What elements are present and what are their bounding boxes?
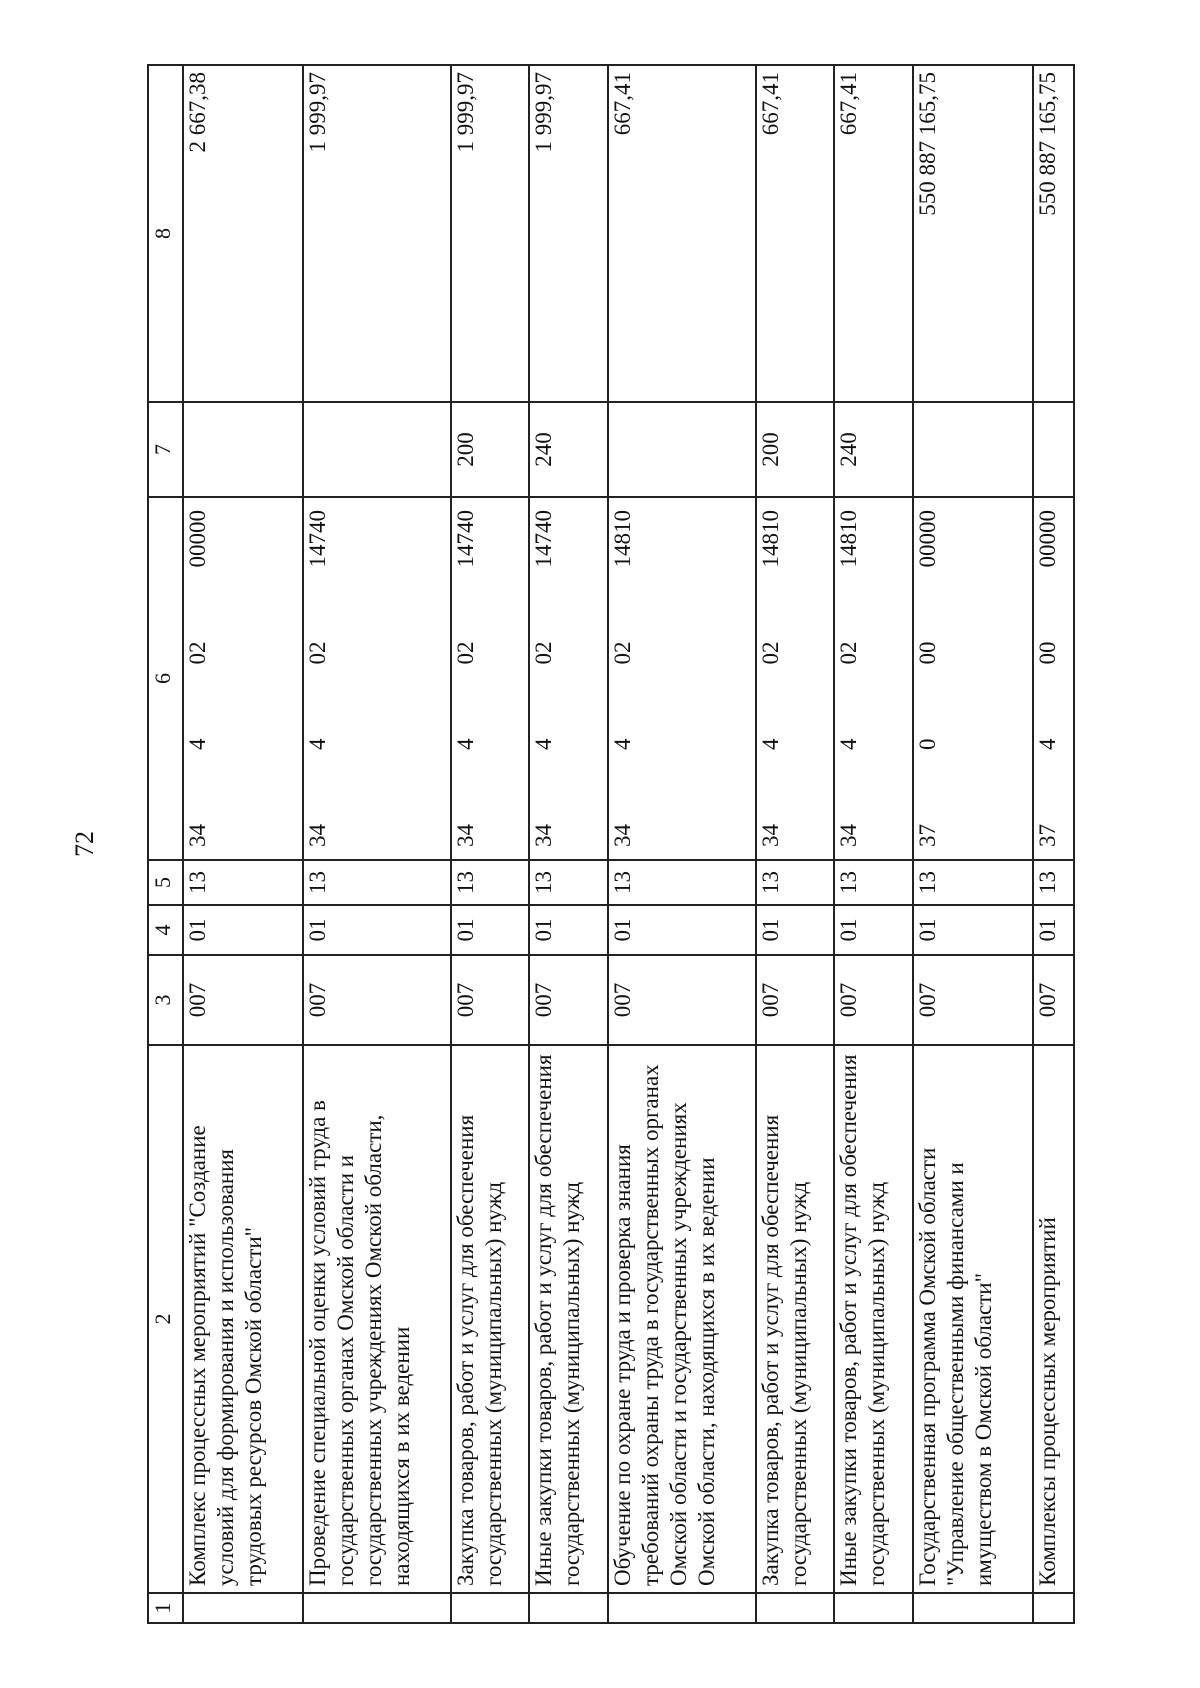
code-part: 37 [914,824,940,847]
cell-amount: 667,41 [756,65,834,402]
cell-amount: 1 999,97 [451,65,529,402]
cell-col5: 13 [913,860,1033,905]
cell-description: Комплексы процессных мероприятий [1033,1045,1074,1593]
table-row [451,65,529,1623]
column-header: 2 [148,1045,183,1593]
cell-col3: 007 [303,955,451,1045]
cell-col7: 240 [834,402,912,497]
code-parts [914,504,942,853]
cell-amount: 667,41 [834,65,912,402]
code-part: 34 [531,824,557,847]
code-part: 4 [836,738,862,750]
code-part: 00000 [184,510,210,568]
code-part: 00 [914,641,940,665]
cell-col5: 13 [183,860,303,905]
cell-index [1033,1593,1074,1623]
table-row [1033,65,1074,1623]
cell-col3: 007 [756,955,834,1045]
table-row [183,65,303,1623]
cell-index [756,1593,834,1623]
code-part: 00 [1034,641,1060,665]
rotated-table-wrapper [147,66,1075,1624]
cell-col7 [303,402,451,497]
code-part: 02 [531,641,557,665]
code-part: 02 [757,641,783,665]
code-part: 00000 [1034,510,1060,568]
cell-col5: 13 [756,860,834,905]
cell-col7: 200 [756,402,834,497]
cell-col3: 007 [913,955,1033,1045]
cell-code [183,497,303,860]
cell-col3: 007 [834,955,912,1045]
code-part: 14740 [304,510,330,568]
cell-description: Комплекс процессных мероприятий "Создание условий для формирования и использования трудовых ресурсов Омской области" [183,1045,303,1593]
cell-col3: 007 [451,955,529,1045]
cell-amount: 550 887 165,75 [1033,65,1074,402]
column-header: 5 [148,860,183,905]
cell-index [303,1593,451,1623]
code-part: 14740 [531,510,557,568]
cell-index [608,1593,756,1623]
code-part: 34 [304,824,330,847]
table-row [913,65,1033,1623]
cell-index [913,1593,1033,1623]
code-part: 37 [1034,824,1060,847]
header-row [148,65,183,1623]
cell-col4: 01 [303,905,451,955]
cell-col4: 01 [756,905,834,955]
code-parts [304,504,332,853]
cell-description: Проведение специальной оценки условий труда в государственных органах Омской области и государственных учреждениях Омской области, находящихся в их ведении [303,1045,451,1593]
cell-col5: 13 [834,860,912,905]
cell-col7 [183,402,303,497]
cell-index [834,1593,912,1623]
code-part: 4 [609,738,635,750]
table-row [303,65,451,1623]
cell-description: Обучение по охране труда и проверка знания требований охраны труда в государственных органах Омской области и государственных учреждениях Омской области, находящихся в их ведении [608,1045,756,1593]
code-parts [452,504,480,853]
cell-col7: 200 [451,402,529,497]
code-part: 4 [1034,738,1060,750]
cell-col7 [608,402,756,497]
column-header: 4 [148,905,183,955]
cell-index [451,1593,529,1623]
cell-amount: 550 887 165,75 [913,65,1033,402]
column-header: 3 [148,955,183,1045]
cell-description: Иные закупки товаров, работ и услуг для обеспечения государственных (муниципальных) нужд [834,1045,912,1593]
code-part: 34 [609,824,635,847]
code-part: 4 [531,738,557,750]
cell-col5: 13 [451,860,529,905]
code-parts [1034,504,1062,853]
code-part: 02 [184,641,210,665]
cell-col4: 01 [529,905,607,955]
code-part: 0 [914,738,940,750]
code-part: 34 [757,824,783,847]
code-part: 4 [452,738,478,750]
cell-col4: 01 [183,905,303,955]
column-header: 1 [148,1593,183,1623]
cell-code [756,497,834,860]
cell-col3: 007 [608,955,756,1045]
cell-code [529,497,607,860]
code-part: 34 [184,824,210,847]
cell-amount: 1 999,97 [303,65,451,402]
cell-description: Государственная программа Омской области "Управление общественными финансами и имуществом в Омской области" [913,1045,1033,1593]
cell-col3: 007 [529,955,607,1045]
cell-col5: 13 [1033,860,1074,905]
code-part: 00000 [914,510,940,568]
code-part: 34 [836,824,862,847]
cell-code [834,497,912,860]
table-row [529,65,607,1623]
cell-col4: 01 [451,905,529,955]
code-parts [835,504,863,853]
cell-col5: 13 [529,860,607,905]
cell-code [1033,497,1074,860]
page-number: 72 [70,831,99,857]
code-part: 4 [304,738,330,750]
cell-amount: 2 667,38 [183,65,303,402]
code-part: 4 [184,738,210,750]
column-header: 8 [148,65,183,402]
budget-table [147,64,1075,1624]
cell-col4: 01 [913,905,1033,955]
code-parts [530,504,558,853]
column-header: 7 [148,402,183,497]
cell-col7: 240 [529,402,607,497]
code-parts [609,504,637,853]
cell-col3: 007 [1033,955,1074,1045]
table-row [834,65,912,1623]
cell-amount: 667,41 [608,65,756,402]
code-part: 02 [452,641,478,665]
code-part: 02 [304,641,330,665]
cell-amount: 1 999,97 [529,65,607,402]
cell-col5: 13 [608,860,756,905]
cell-code [608,497,756,860]
cell-col4: 01 [834,905,912,955]
code-part: 02 [609,641,635,665]
cell-col3: 007 [183,955,303,1045]
cell-col5: 13 [303,860,451,905]
cell-col7 [913,402,1033,497]
code-part: 14810 [757,510,783,568]
code-parts [757,504,785,853]
table-row [608,65,756,1623]
cell-description: Иные закупки товаров, работ и услуг для обеспечения государственных (муниципальных) нужд [529,1045,607,1593]
code-part: 02 [836,641,862,665]
cell-code [913,497,1033,860]
cell-index [183,1593,303,1623]
code-part: 14810 [609,510,635,568]
cell-index [529,1593,607,1623]
code-part: 4 [757,738,783,750]
cell-description: Закупка товаров, работ и услуг для обеспечения государственных (муниципальных) нужд [756,1045,834,1593]
code-part: 14740 [452,510,478,568]
column-header: 6 [148,497,183,860]
cell-code [451,497,529,860]
cell-col4: 01 [608,905,756,955]
cell-description: Закупка товаров, работ и услуг для обеспечения государственных (муниципальных) нужд [451,1045,529,1593]
code-part: 14810 [836,510,862,568]
cell-col4: 01 [1033,905,1074,955]
code-part: 34 [452,824,478,847]
table-row [756,65,834,1623]
cell-col7 [1033,402,1074,497]
code-parts [184,504,212,853]
cell-code [303,497,451,860]
